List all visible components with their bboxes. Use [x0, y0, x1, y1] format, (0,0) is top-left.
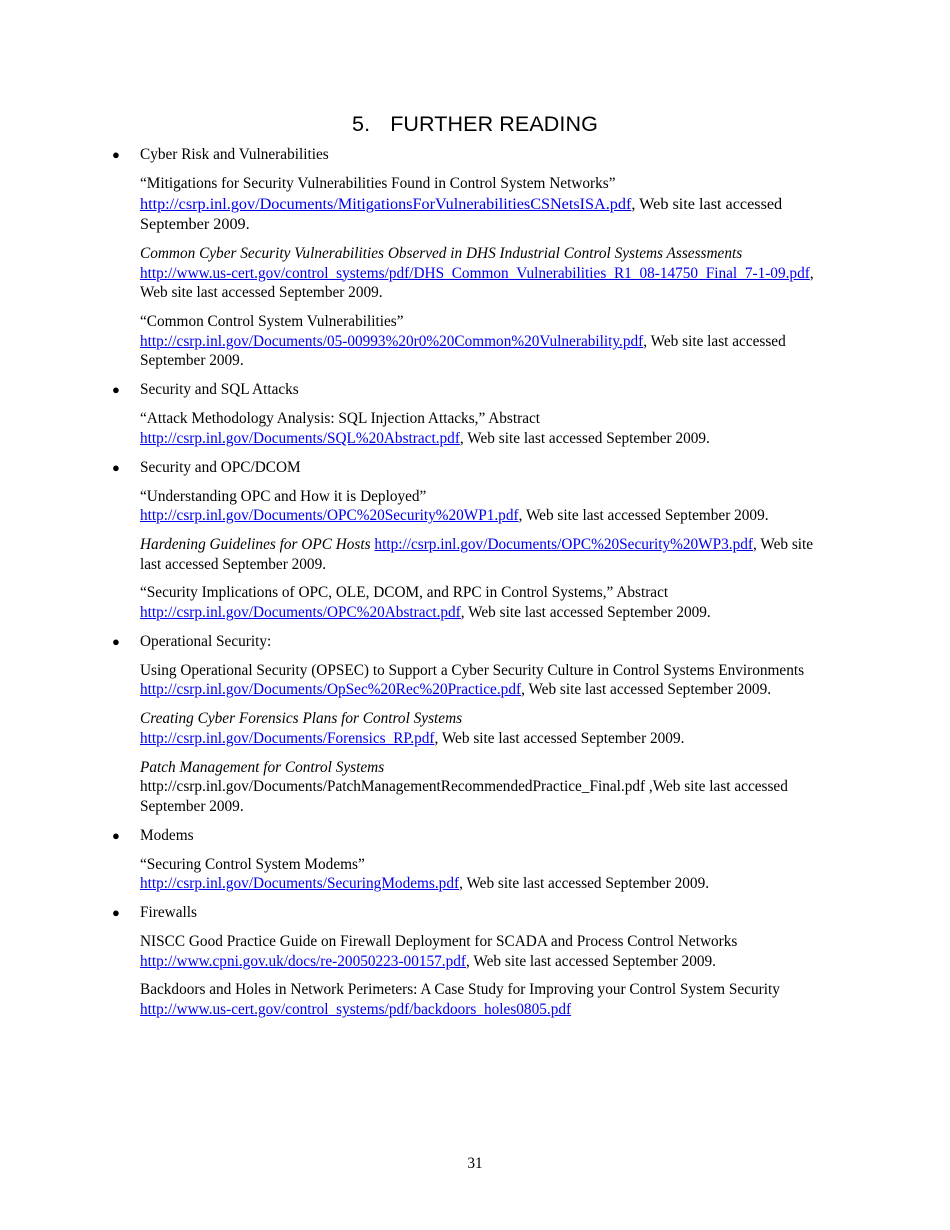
entry-link[interactable]: http://csrp.inl.gov/Documents/05-00993%20r0%20Common%20Vulnerability.pdf — [140, 332, 644, 350]
bullet-icon: ● — [112, 905, 120, 921]
entry-suffix: , Web site last accessed September 2009. — [459, 875, 710, 893]
section-heading-row — [0, 903, 950, 923]
reading-entry — [140, 312, 834, 371]
reading-entry — [140, 661, 834, 700]
entry-title: Common Cyber Security Vulnerabilities Observed in DHS Industrial Control Systems Assessments — [140, 244, 743, 262]
entry-suffix: ,Web site last accessed September 2009. — [140, 778, 788, 815]
entry-link[interactable]: http://csrp.inl.gov/Documents/OpSec%20Rec%20Practice.pdf — [140, 681, 522, 699]
section-heading-row — [0, 380, 950, 400]
entry-link[interactable]: http://www.us-cert.gov/control_systems/pdf/DHS_Common_Vulnerabilities_R1_08-14750_Final_7-1-09.pdf — [140, 264, 810, 282]
reading-entry — [140, 758, 834, 817]
reading-section-sql — [0, 380, 950, 448]
entry-title: “Mitigations for Security Vulnerabilities Found in Control System Networks” — [140, 175, 616, 192]
reading-section-opc — [0, 458, 950, 623]
entry-suffix: , Web site last accessed September 2009. — [140, 264, 814, 302]
entry-link[interactable]: http://csrp.inl.gov/Documents/OPC%20Security%20WP3.pdf — [374, 535, 753, 553]
reading-section-opsec — [0, 632, 950, 817]
entry-link[interactable]: http://www.cpni.gov.uk/docs/re-20050223-00157.pdf — [140, 952, 467, 970]
reading-entry — [140, 487, 834, 526]
reading-entry — [140, 855, 834, 894]
entry-title: “Attack Methodology Analysis: SQL Injection Attacks,” Abstract — [140, 410, 541, 428]
reading-section-cyber-risk — [0, 145, 950, 371]
reading-entry — [140, 409, 834, 448]
reading-entry — [140, 174, 834, 235]
bullet-icon: ● — [112, 382, 120, 398]
section-heading-row — [0, 632, 950, 652]
entry-suffix: , Web site last accessed September 2009. — [459, 429, 710, 447]
reading-entry — [140, 980, 834, 1019]
entry-suffix: , Web site last accessed September 2009. — [466, 952, 716, 970]
section-heading: Operational Security: — [140, 632, 272, 650]
section-heading-row — [0, 145, 950, 165]
reading-entry — [140, 583, 834, 622]
entry-title: “Common Control System Vulnerabilities” — [140, 313, 404, 330]
reading-section-firewalls — [0, 903, 950, 1020]
entry-title: Backdoors and Holes in Network Perimeters: A Case Study for Improving your Control System Security — [140, 981, 780, 999]
entry-link[interactable]: http://csrp.inl.gov/Documents/OPC%20Abstract.pdf — [140, 604, 461, 622]
entry-suffix: , Web site last accessed September 2009. — [140, 194, 783, 234]
reading-entry — [140, 244, 834, 303]
entry-title: Creating Cyber Forensics Plans for Control Systems — [140, 710, 463, 728]
page-title — [0, 111, 950, 137]
section-number: 5. — [352, 112, 371, 136]
reading-entry — [140, 932, 834, 971]
entry-title: “Security Implications of OPC, OLE, DCOM, and RPC in Control Systems,” Abstract — [140, 584, 669, 602]
reading-section-modems — [0, 826, 950, 894]
further-reading-content — [0, 145, 950, 1029]
entry-link[interactable]: http://csrp.inl.gov/Documents/SQL%20Abstract.pdf — [140, 429, 460, 447]
page-number: 31 — [467, 1155, 483, 1172]
entry-suffix: , Web site last accessed September 2009. — [521, 681, 772, 699]
entry-title: “Understanding OPC and How it is Deployed” — [140, 487, 427, 505]
entry-title: Using Operational Security (OPSEC) to Support a Cyber Security Culture in Control Systems Environments — [140, 661, 805, 679]
entry-suffix: , Web site last accessed September 2009. — [140, 535, 814, 573]
entry-title: Patch Management for Control Systems — [140, 758, 385, 776]
section-heading: Modems — [140, 826, 194, 844]
entry-title: NISCC Good Practice Guide on Firewall Deployment for SCADA and Process Control Networks — [140, 933, 738, 951]
bullet-icon: ● — [112, 827, 120, 843]
section-heading: Cyber Risk and Vulnerabilities — [140, 146, 329, 163]
entry-title: Hardening Guidelines for OPC Hosts — [140, 535, 371, 553]
bullet-icon: ● — [112, 459, 120, 475]
section-heading-row — [0, 826, 950, 846]
bullet-icon: ● — [112, 633, 120, 649]
entry-suffix: , Web site last accessed September 2009. — [434, 729, 685, 747]
entry-link[interactable]: http://csrp.inl.gov/Documents/SecuringModems.pdf — [140, 875, 460, 893]
reading-entry — [140, 535, 834, 574]
entry-suffix: , Web site last accessed September 2009. — [518, 507, 769, 525]
section-heading-row — [0, 458, 950, 478]
entry-url-text: http://csrp.inl.gov/Documents/PatchManagementRecommendedPractice_Final.pdf — [140, 778, 646, 796]
section-title: FURTHER READING — [390, 112, 598, 136]
entry-title: “Securing Control System Modems” — [140, 855, 365, 873]
section-heading: Security and SQL Attacks — [140, 381, 299, 399]
section-heading: Firewalls — [140, 904, 197, 922]
reading-entry — [140, 709, 834, 748]
section-heading: Security and OPC/DCOM — [140, 458, 301, 476]
entry-suffix: , Web site last accessed September 2009. — [140, 332, 786, 370]
entry-link[interactable]: http://csrp.inl.gov/Documents/MitigationsForVulnerabilitiesCSNetsISA.pdf — [140, 194, 632, 213]
entry-link[interactable]: http://csrp.inl.gov/Documents/OPC%20Security%20WP1.pdf — [140, 507, 519, 525]
entry-suffix: , Web site last accessed September 2009. — [460, 604, 711, 622]
entry-link[interactable]: http://www.us-cert.gov/control_systems/pdf/backdoors_holes0805.pdf — [140, 1001, 572, 1019]
entry-link[interactable]: http://csrp.inl.gov/Documents/Forensics_RP.pdf — [140, 729, 435, 747]
bullet-icon: ● — [112, 147, 120, 162]
